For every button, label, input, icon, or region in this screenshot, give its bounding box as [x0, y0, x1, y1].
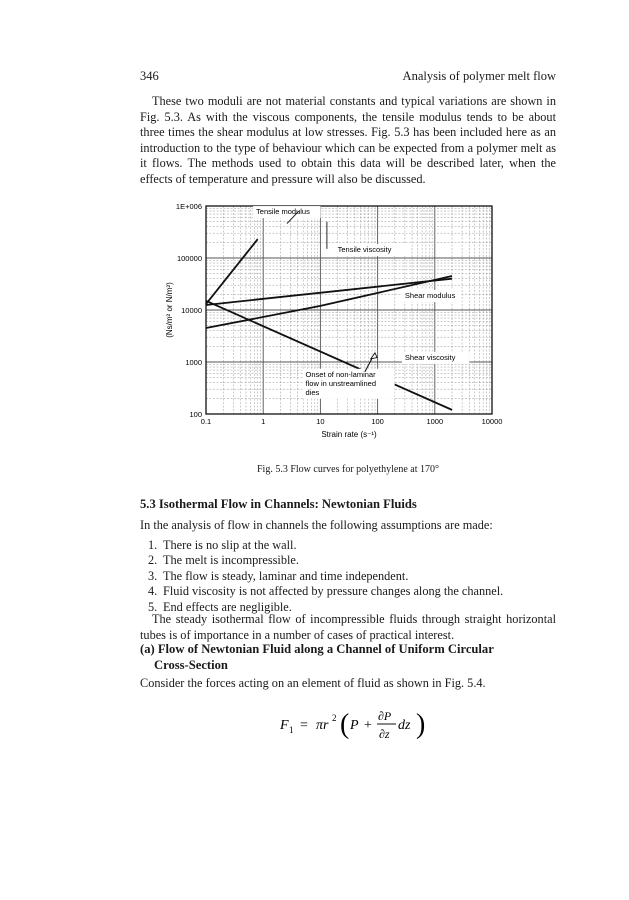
non-laminar-label: dies — [305, 387, 320, 397]
shear-modulus-label: Shear modulus — [404, 291, 456, 301]
list-item: 4. Fluid viscosity is not affected by pressure changes along the channel. — [148, 584, 504, 599]
tensile-viscosity-label: Tensile viscosity — [337, 245, 392, 255]
x-tick-label: 1 — [261, 417, 266, 426]
x-axis-label: Strain rate (s⁻¹) — [321, 430, 377, 439]
x-tick-label: 100 — [371, 417, 384, 426]
eq-p: P — [350, 718, 359, 733]
steady-flow-paragraph — [140, 612, 556, 643]
list-item: 2. The melt is incompressible. — [148, 553, 299, 568]
page-number: 346 — [140, 69, 159, 83]
eq-numerator: ∂P — [378, 709, 392, 723]
eq-denominator: ∂z — [379, 727, 390, 741]
force-equation — [280, 695, 500, 755]
flow-curve-figure — [148, 196, 548, 458]
forces-paragraph: Consider the forces acting on an element of fluid as shown in Fig. 5.4. — [140, 676, 486, 690]
y-axis-label: (Ns/m² or N/m²) — [165, 282, 174, 338]
non-laminar-label: flow in unstreamlined — [305, 378, 377, 388]
non-laminar-label: Onset of non-laminar — [305, 369, 376, 379]
y-tick-label: 100000 — [176, 254, 202, 263]
list-item: 3. The flow is steady, laminar and time independent. — [148, 568, 409, 583]
section-title: 5.3 Isothermal Flow in Channels: Newtonian Fluids — [140, 497, 417, 511]
eq-square: 2 — [332, 713, 337, 723]
eq-dz: dz — [398, 718, 411, 733]
x-tick-label: 10 — [316, 417, 325, 426]
eq-rparen: ) — [416, 709, 426, 740]
x-tick-label: 1000 — [426, 417, 444, 426]
list-item: 1. There is no slip at the wall. — [148, 538, 297, 552]
shear-modulus-line — [206, 276, 452, 328]
y-tick-label: 10000 — [181, 306, 202, 315]
x-tick-label: 0.1 — [200, 417, 212, 426]
y-tick-label: 1000 — [185, 358, 202, 367]
shear-viscosity-label: Shear viscosity — [404, 352, 456, 362]
eq-lparen: ( — [340, 709, 350, 740]
eq-lhs-sub: 1 — [289, 725, 294, 735]
eq-equals: = — [300, 718, 308, 733]
y-tick-label: 1E+006 — [175, 202, 202, 211]
y-tick-label: 100 — [189, 410, 202, 419]
intro-paragraph — [140, 94, 556, 188]
section-intro: In the analysis of flow in channels the following assumptions are made: — [140, 518, 493, 532]
eq-pi-r: πr — [316, 718, 329, 733]
non-laminar-arrowhead — [371, 353, 377, 359]
list-item: 5. End effects are negligible. — [148, 599, 292, 614]
eq-lhs: F — [280, 718, 289, 733]
figure-caption: Fig. 5.3 Flow curves for polyethylene at 170° — [256, 464, 440, 475]
running-title: Analysis of polymer melt flow — [402, 69, 556, 83]
subsection-title-line2: Cross-Section — [154, 657, 228, 672]
tensile-modulus-label: Tensile modulus — [256, 207, 310, 217]
chart-labels — [253, 206, 469, 399]
steady-flow-text: The steady isothermal flow of incompressible fluids through straight horizontal tubes is of importance in a number of cases of practical interest. — [140, 612, 556, 642]
eq-plus: + — [364, 718, 372, 733]
assumptions-list — [148, 538, 503, 615]
x-tick-label: 10000 — [481, 417, 503, 426]
flow-curve-chart — [148, 196, 548, 458]
intro-paragraph-text: These two moduli are not material constants and typical variations are shown in Fig. 5.3. As with the viscous components, the tensile modulus tends to be about three times the shear modulus at low stresses. Fig. 5.3 has been included here as an introduction to the type of behaviour which can be expected from a polymer melt as it flows. The methods used to obtain this data will be described later, when the effects of temperature and pressure will also be discussed. — [140, 94, 556, 186]
subsection-title-line1: (a) Flow of Newtonian Fluid along a Channel of Uniform Circular — [140, 642, 494, 656]
subsection-title — [140, 642, 560, 673]
